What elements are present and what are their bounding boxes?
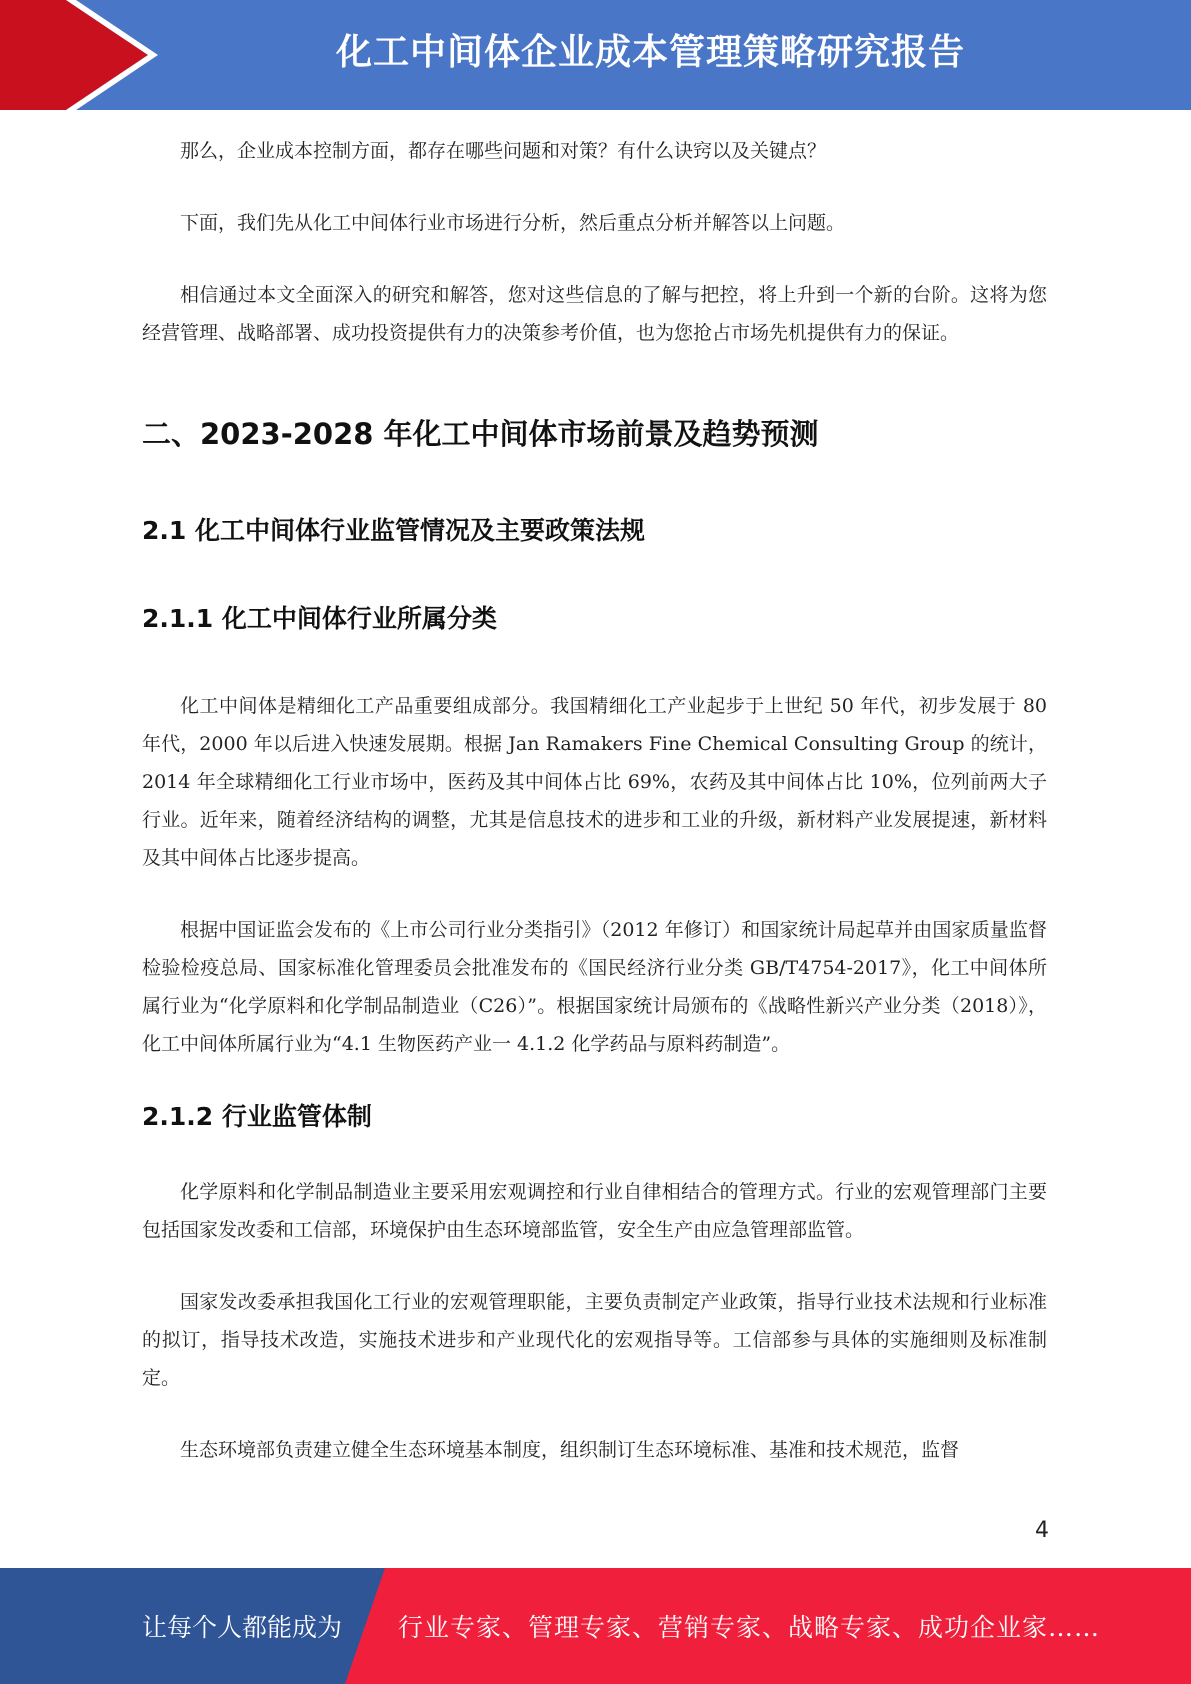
section-2-1-2-heading: 2.1.2 行业监管体制 bbox=[142, 1102, 372, 1131]
footer-slogan-right: 行业专家、管理专家、营销专家、战略专家、成功企业家…… bbox=[398, 1613, 1101, 1642]
page-header bbox=[0, 0, 1191, 110]
intro-paragraph-2: 下面，我们先从化工中间体行业市场进行分析，然后重点分析并解答以上问题。 bbox=[180, 212, 846, 234]
page-number: 4 bbox=[1035, 1518, 1049, 1543]
section-2-heading: 二、2023-2028 年化工中间体市场前景及趋势预测 bbox=[142, 417, 819, 451]
header-chevron-shape bbox=[0, 0, 160, 110]
intro-paragraph-3: 相信通过本文全面深入的研究和解答，您对这些信息的了解与把控，将上升到一个新的台阶。这将为您经营管理、战略部署、成功投资提供有力的决策参考价值，也为您抢占市场先机提供有力的保证。 bbox=[142, 284, 1047, 344]
regulation-paragraph-3: 生态环境部负责建立健全生态环境基本制度，组织制订生态环境标准、基准和技术规范，监督 bbox=[180, 1439, 960, 1461]
intro-paragraph-1: 那么，企业成本控制方面，都存在哪些问题和对策？有什么诀窍以及关键点？ bbox=[180, 140, 827, 162]
report-title: 化工中间体企业成本管理策略研究报告 bbox=[335, 32, 965, 73]
document-body bbox=[142, 132, 1047, 1503]
footer-slogan-left: 让每个人都能成为 bbox=[142, 1613, 343, 1642]
page-footer bbox=[0, 1568, 1191, 1684]
section-2-1-1-heading: 2.1.1 化工中间体行业所属分类 bbox=[142, 604, 497, 633]
regulation-paragraph-2: 国家发改委承担我国化工行业的宏观管理职能，主要负责制定产业政策，指导行业技术法规和行业标准的拟订，指导技术改造，实施技术进步和产业现代化的宏观指导等。工信部参与具体的实施细则及标准制定。 bbox=[142, 1291, 1047, 1389]
section-2-1-heading: 2.1 化工中间体行业监管情况及主要政策法规 bbox=[142, 516, 645, 545]
classification-paragraph-1: 化工中间体是精细化工产品重要组成部分。我国精细化工产业起步于上世纪 50 年代，初步发展于 80 年代，2000 年以后进入快速发展期。根据 Jan Ramakers Fine Chemical Consulting Group 的统计，2014 年全球精细化工行业市场中，医药及其中间体占比 69%，农药及其中间体占比 10%，位列前两大子行业。近年来，随着经济结构的调整，尤其是信息技术的进步和工业的升级，新材料产业发展提速，新材料及其中间体占比逐步提高。 bbox=[142, 695, 1047, 869]
classification-paragraph-2: 根据中国证监会发布的《上市公司行业分类指引》（2012 年修订）和国家统计局起草并由国家质量监督检验检疫总局、国家标准化管理委员会批准发布的《国民经济行业分类 GB/T4754-2017》，化工中间体所属行业为“化学原料和化学制品制造业（C26）”。根据国家统计局颁布的《战略性新兴产业分类（2018）》，化工中间体所属行业为“4.1 生物医药产业一 4.1.2 化学药品与原料药制造”。 bbox=[142, 919, 1047, 1055]
regulation-paragraph-1: 化学原料和化学制品制造业主要采用宏观调控和行业自律相结合的管理方式。行业的宏观管理部门主要包括国家发改委和工信部，环境保护由生态环境部监管，安全生产由应急管理部监管。 bbox=[142, 1181, 1047, 1241]
